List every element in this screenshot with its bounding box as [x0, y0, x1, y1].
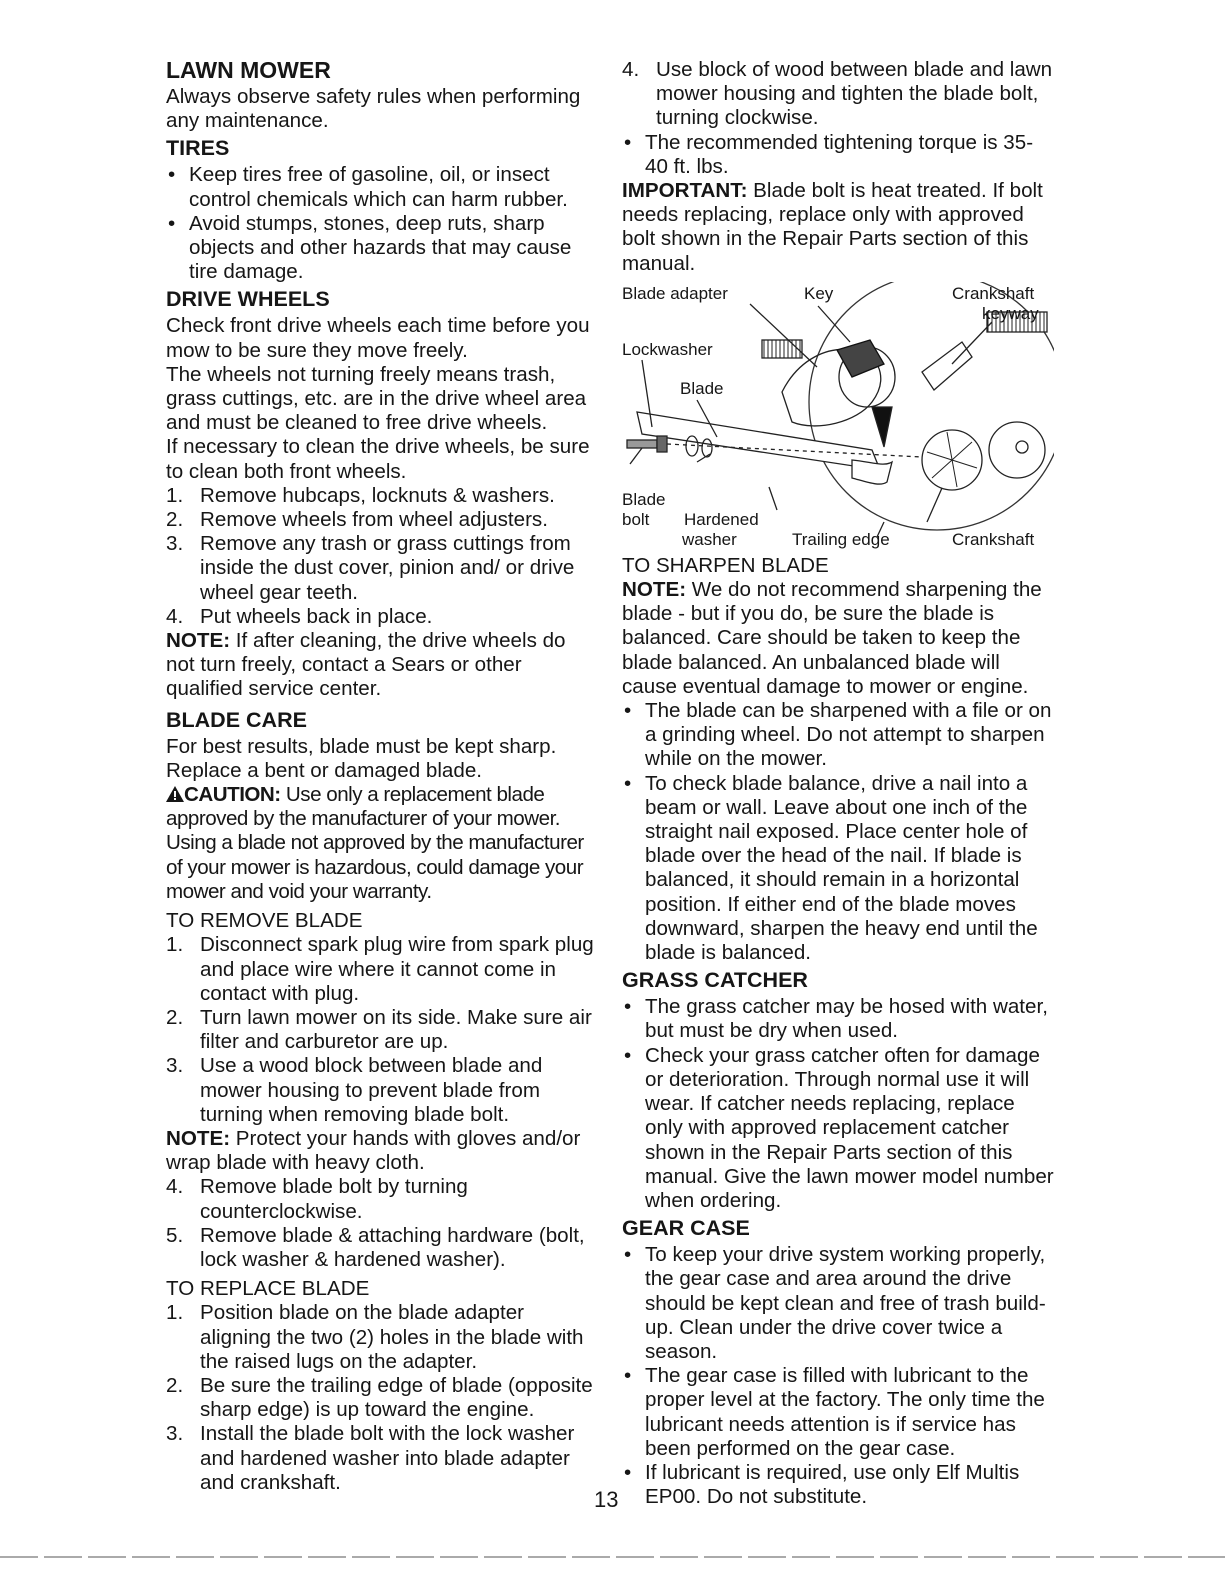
step-text: Remove any trash or grass cuttings from inside the dust cover, pinion and/ or drive wheel gear teeth.	[200, 532, 575, 604]
section-title-lawn-mower: LAWN MOWER	[166, 57, 331, 83]
step-text: Remove blade & attaching hardware (bolt, lock washer & hardened washer).	[200, 1223, 585, 1271]
step-text: Put wheels back in place.	[200, 604, 433, 628]
step-number: 1.	[166, 483, 184, 507]
replace-blade-steps-continued	[622, 58, 1054, 131]
step-number: 2.	[166, 508, 184, 532]
label-lockwasher: Lockwasher	[622, 339, 713, 359]
note-paragraph	[622, 578, 1054, 699]
heading-drive-wheels: DRIVE WHEELS	[166, 287, 330, 312]
step-text: Use a wood block between blade and mower housing to prevent blade from turning when removing blade bolt.	[200, 1054, 543, 1126]
step-text: Install the blade bolt with the lock washer and hardened washer into blade adapter and crankshaft.	[200, 1422, 575, 1494]
caution-text: Use only a replacement blade approved by the manufacturer of your mower. Using a blade not approved by the manufacturer of your mower is hazardous, could damage your mower and void your warranty.	[166, 783, 584, 903]
note-label: NOTE:	[166, 629, 231, 653]
footer-divider	[0, 1556, 1225, 1558]
list-item	[166, 1054, 598, 1127]
label-key: Key	[804, 283, 834, 303]
step-number: 3.	[166, 532, 184, 556]
remove-blade-steps-continued	[166, 1175, 598, 1272]
note-label: NOTE:	[622, 578, 687, 602]
step-text: Remove wheels from wheel adjusters.	[200, 508, 548, 532]
list-item	[166, 1422, 598, 1495]
left-column	[166, 58, 598, 1495]
heading-remove-blade: TO REMOVE BLADE	[166, 909, 363, 933]
list-item	[166, 1301, 598, 1374]
grass-catcher-list	[622, 995, 1054, 1213]
step-number: 3.	[166, 1422, 184, 1446]
list-item	[166, 1224, 598, 1272]
step-number: 4.	[622, 58, 640, 81]
warning-icon	[166, 783, 184, 806]
intro-text: Always observe safety rules when performing any maintenance.	[166, 85, 581, 133]
remove-blade-steps	[166, 933, 598, 1127]
note-text: We do not recommend sharpening the blade - but if you do, be sure the blade is balanced. Care should be taken to keep the blade balanced. An unbalanced blade will cause eventual damage to mower or engine.	[622, 578, 1042, 698]
heading-sharpen-blade: TO SHARPEN BLADE	[622, 553, 829, 577]
gear-case-list	[622, 1243, 1054, 1509]
note-paragraph	[166, 1127, 598, 1175]
step-number: 2.	[166, 1005, 184, 1029]
step-number: 3.	[166, 1054, 184, 1078]
paragraph: For best results, blade must be kept sharp. Replace a bent or damaged blade.	[166, 734, 557, 782]
note-paragraph	[166, 629, 598, 702]
step-text: Remove hubcaps, locknuts & washers.	[200, 483, 555, 507]
list-item: • Keep tires free of gasoline, oil, or insect control chemicals which can harm rubber.	[166, 163, 598, 211]
list-item	[166, 605, 598, 629]
list-item: • Check your grass catcher often for damage or deterioration. Through normal use it will wear. If catcher needs replacing, replace only with approved replacement catcher shown in the Repair Parts section of this manual. Give the lawn mower model number when ordering.	[622, 1044, 1054, 1213]
list-item	[166, 1175, 598, 1223]
caution-label: CAUTION:	[184, 783, 281, 807]
list-item	[166, 532, 598, 605]
heading-replace-blade: TO REPLACE BLADE	[166, 1277, 370, 1301]
important-text: Blade bolt is heat treated. If bolt needs replacing, replace only with approved bolt shown in the Repair Parts section of this manual.	[622, 179, 1043, 275]
blade-assembly-diagram	[622, 282, 1054, 550]
heading-blade-care: BLADE CARE	[166, 707, 307, 732]
list-item: • If lubricant is required, use only Elf Multis EP00. Do not substitute.	[622, 1461, 1054, 1509]
step-text: Disconnect spark plug wire from spark plug and place wire where it cannot come in contact with plug.	[200, 933, 594, 1005]
list-item: • The gear case is filled with lubricant to the proper level at the factory. The only time the lubricant needs attention is if service has been performed on the gear case.	[622, 1364, 1054, 1461]
list-item	[166, 508, 598, 532]
label-crankshaft: Crankshaft	[952, 529, 1035, 549]
label-crankshaft-keyway-2: keyway	[982, 303, 1039, 323]
page-number: 13	[594, 1487, 619, 1512]
step-number: 5.	[166, 1223, 184, 1247]
label-blade-adapter: Blade adapter	[622, 283, 728, 303]
paragraph: If necessary to clean the drive wheels, be sure to clean both front wheels.	[166, 435, 590, 483]
list-item	[166, 933, 598, 1006]
step-text: Be sure the trailing edge of blade (opposite sharp edge) is up toward the engine.	[200, 1373, 593, 1422]
heading-grass-catcher: GRASS CATCHER	[622, 968, 808, 993]
paragraph: The wheels not turning freely means trash, grass cuttings, etc. are in the drive wheel area and must be cleaned to free drive wheels.	[166, 362, 587, 435]
drive-wheels-steps	[166, 484, 598, 629]
paragraph: Check front drive wheels each time before you mow to be sure they move freely.	[166, 314, 590, 362]
step-number: 2.	[166, 1373, 184, 1397]
replace-blade-steps	[166, 1301, 598, 1495]
step-text: Remove blade bolt by turning counterclockwise.	[200, 1175, 468, 1223]
list-item: • To keep your drive system working properly, the gear case and area around the drive should be kept clean and free of trash build-up. Clean under the drive cover twice a season.	[622, 1243, 1054, 1364]
caution-paragraph	[166, 783, 598, 904]
list-item	[166, 484, 598, 508]
list-item: • The blade can be sharpened with a file or on a grinding wheel. Do not attempt to sharpen while on the mower.	[622, 699, 1054, 772]
heading-tires: TIRES	[166, 136, 230, 161]
note-label: NOTE:	[166, 1126, 231, 1150]
heading-gear-case: GEAR CASE	[622, 1216, 750, 1241]
step-number: 4.	[166, 1175, 184, 1199]
label-trailing-edge: Trailing edge	[792, 529, 890, 549]
list-item	[622, 58, 1054, 131]
label-hardened-2: washer	[682, 529, 737, 549]
list-item: • The recommended tightening torque is 35-40 ft. lbs.	[622, 131, 1054, 179]
step-text: Use block of wood between blade and lawn mower housing and tighten the blade bolt, turning clockwise.	[656, 58, 1053, 130]
label-blade-bolt-2: bolt	[622, 509, 650, 529]
tires-list	[166, 163, 598, 284]
label-blade: Blade	[680, 378, 724, 398]
right-column	[622, 58, 1054, 1509]
note-text: Protect your hands with gloves and/or wrap blade with heavy cloth.	[166, 1126, 581, 1175]
list-item	[166, 1006, 598, 1054]
list-item: • To check blade balance, drive a nail into a beam or wall. Leave about one inch of the straight nail exposed. Place center hole of blade over the head of the nail. If blade is balanced, it should remain in a horizontal position. If either end of the blade moves downward, sharpen the heavy end until the blade is balanced.	[622, 772, 1054, 966]
torque-list	[622, 131, 1054, 179]
note-text: If after cleaning, the drive wheels do not turn freely, contact a Sears or other qualified service center.	[166, 629, 566, 701]
step-text: Turn lawn mower on its side. Make sure air filter and carburetor are up.	[200, 1005, 592, 1054]
sharpen-list	[622, 699, 1054, 965]
label-crankshaft-keyway-1: Crankshaft	[952, 283, 1035, 303]
label-hardened-1: Hardened	[684, 509, 759, 529]
step-number: 4.	[166, 604, 184, 628]
step-number: 1.	[166, 1301, 184, 1325]
list-item: • The grass catcher may be hosed with water, but must be dry when used.	[622, 995, 1054, 1043]
label-blade-bolt-1: Blade	[622, 489, 666, 509]
important-paragraph	[622, 179, 1054, 276]
important-label: IMPORTANT:	[622, 179, 748, 203]
list-item	[166, 1374, 598, 1422]
step-text: Position blade on the blade adapter aligning the two (2) holes in the blade with the raised lugs on the adapter.	[200, 1301, 584, 1373]
step-number: 1.	[166, 933, 184, 957]
list-item: • Avoid stumps, stones, deep ruts, sharp objects and other hazards that may cause tire damage.	[166, 212, 598, 285]
